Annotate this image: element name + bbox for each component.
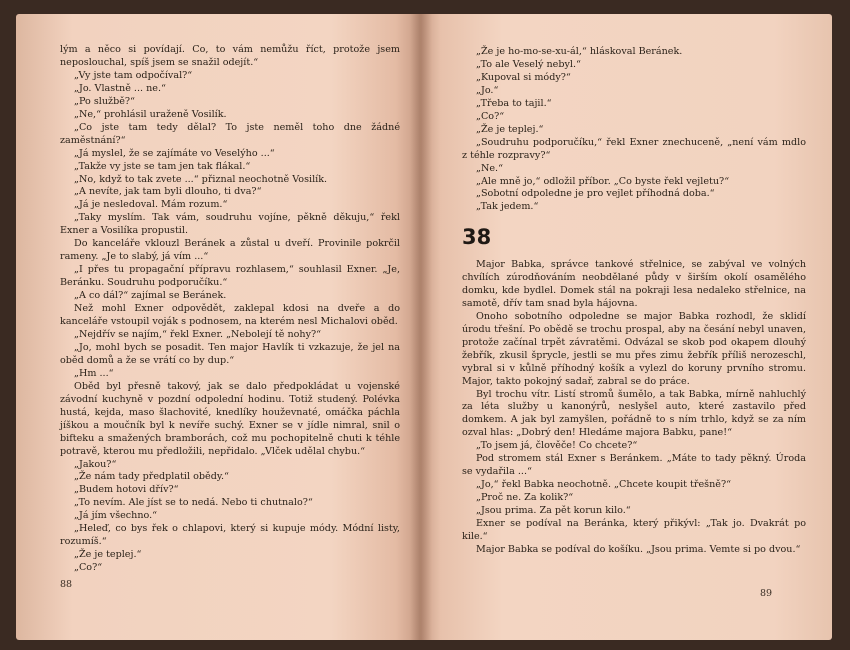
paragraph: „Třeba to tajil.“ (476, 97, 552, 109)
paragraph: „Hm ...“ (74, 367, 114, 379)
paragraph: „Jsou prima. Za pět korun kilo.“ (476, 505, 631, 517)
paragraph: „Heleď, co bys řek o chlapovi, který si kupuje módy. Módní listy, rozumíš.“ (60, 523, 400, 548)
paragraph: Major Babka se podíval do košíku. „Jsou prima. Vemte si po dvou.“ (476, 543, 801, 555)
page-number-right: 89 (760, 588, 773, 599)
paragraph: Do kanceláře vklouzl Beránek a zůstal u dveří. Provinile pokrčil rameny. „Je to slabý, já vím ...“ (60, 238, 400, 263)
paragraph: „Jo.“ (476, 84, 499, 96)
paragraph: „Kupoval si módy?“ (476, 71, 571, 83)
left-page (16, 14, 420, 640)
paragraph: Major Babka, správce tankové střelnice, se zabýval ve volných chvílích zúrodňováním neobdělané půdy v širším okolí osamělého domku, kde bydlel. Domek stál na pokraji lesa nedaleko střelnice, na samotě, dřív tam snad byla hájovna. (462, 259, 806, 309)
paragraph: „Taky myslím. Tak vám, soudruhu vojíne, pěkně děkuju,“ řekl Exner a Vosilíka propustil. (60, 212, 400, 237)
left-page-text (60, 44, 400, 575)
paragraph: „A nevíte, jak tam byli dlouho, ti dva?“ (74, 186, 262, 198)
paragraph: „Ale mně jo,“ odložil příbor. „Co byste řekl vejletu?“ (476, 175, 730, 187)
paragraph: lým a něco si povídají. Co, to vám nemůžu říct, protože jsem neposlouchal, spíš jsem se snažil odejít.“ (60, 44, 400, 68)
paragraph: „Jo,“ řekl Babka neochotně. „Chcete koupit třešně?“ (476, 479, 732, 491)
book-gutter (410, 14, 432, 640)
paragraph: „Ne,“ prohlásil uraženě Vosilík. (74, 108, 227, 120)
paragraph: „Ne.“ (476, 162, 503, 174)
paragraph: Pod stromem stál Exner s Beránkem. „Máte to tady pěkný. Úroda se vydařila ...“ (462, 453, 806, 478)
paragraph: „Co jste tam tedy dělal? To jste neměl toho dne žádné zaměstnání?“ (60, 121, 400, 146)
paragraph: „Po službě?“ (74, 95, 135, 107)
paragraph: „Jo. Vlastně ... ne.“ (74, 82, 166, 94)
right-page (420, 14, 832, 640)
paragraph: „Že je ho-mo-se-xu-ál,“ hláskoval Beránek. (476, 46, 683, 57)
paragraph: „To nevím. Ale jíst se to nedá. Nebo ti chutnalo?“ (74, 497, 313, 509)
paragraph: „Sobotní odpoledne je pro vejlet příhodná doba.“ (476, 188, 715, 200)
paragraph: Než mohl Exner odpovědět, zaklepal kdosi na dveře a do kanceláře vstoupil voják s podnosem, na kterém nesl Michalovi oběd. (60, 303, 400, 328)
paragraph: „Budem hotovi dřív?“ (74, 484, 179, 496)
paragraph: „Jakou?“ (74, 458, 117, 470)
paragraph: „To jsem já, člověče! Co chcete?“ (476, 440, 638, 452)
paragraph: „Že je teplej.“ (74, 549, 142, 561)
paragraph: „Já je nesledoval. Mám rozum.“ (74, 199, 228, 211)
paragraph: „Soudruhu podporučíku,“ řekl Exner znechuceně, „není vám mdlo z téhle rozpravy?“ (462, 136, 806, 161)
paragraph: „No, když to tak zvete ...“ přiznal neochotně Vosilík. (74, 173, 328, 185)
paragraph: „Já jím všechno.“ (74, 510, 158, 522)
paragraph: „Vy jste tam odpočíval?“ (74, 69, 193, 81)
paragraph: „A co dál?“ zajímal se Beránek. (74, 290, 227, 302)
paragraph: „I přes tu propagační přípravu rozhlasem,“ souhlasil Exner. „Je, Beránku. Soudruhu podporučíku.“ (60, 264, 400, 289)
paragraph: „Že nám tady předplatil obědy.“ (74, 471, 229, 483)
paragraph: „Proč ne. Za kolik?“ (476, 492, 574, 504)
paragraph: „Co?“ (74, 562, 103, 574)
page-number-left: 88 (60, 579, 73, 590)
chapter-number: 38 (462, 225, 492, 249)
right-page-text-bottom (462, 259, 806, 557)
paragraph: „Co?“ (476, 110, 505, 122)
paragraph: Oběd byl přesně takový, jak se dalo předpokládat u vojenské závodní kuchyně v pozdní odpolední hodinu. Totiž studený. Polévka hustá, kejda, maso šlachovité, knedlíky houževnaté, omáčka páchla jíškou a moučník byl k nevíře suchý. Exner se v jídle nimral, snil o bifteku a smažených bramborách, což mu pochopitelně chuti k téhle potravě, kterou mu předložili, nepřidalo. „Vlček udělal chybu.“ (60, 380, 400, 457)
right-page-text-top (462, 46, 806, 214)
paragraph: „Nejdřív se najím,“ řekl Exner. „Nebolejí tě nohy?“ (74, 328, 322, 340)
paragraph: Onoho sobotního odpoledne se major Babka rozhodl, že sklidí úrodu třešní. Po obědě se trochu prospal, aby na česání nebyl unaven, protože začínal trpět závratěmi. Odvázal se skob pod okapem dlouhý žebřík, zkusil šprycle, jestli se mu přes zimu žebřík příliš nerozeschl, vybral si v kůlně příhodný košík a vylezl do koruny prvního stromu. Major, takto pokojný sadař, zabral se do práce. (462, 310, 806, 387)
paragraph: „Tak jedem.“ (476, 201, 539, 213)
paragraph: „Jo, mohl bych se posadit. Ten major Havlík ti vzkazuje, že jel na oběd domů a že se vrátí co by dup.“ (60, 341, 400, 366)
paragraph: Exner se podíval na Beránka, který přikývl: „Tak jo. Dvakrát po kile.“ (462, 518, 806, 543)
paragraph: „To ale Veselý nebyl.“ (476, 58, 581, 70)
paragraph: Byl trochu vítr. Listí stromů šumělo, a tak Babka, mírně nahluchlý za léta služby u kanonýrů, neslyšel auto, které zastavilo před domkem. A jak byl zamyšlen, pořádně to s ním trhlo, když se za ním ozval hlas: „Dobrý den! Hledáme majora Babku, pane!“ (462, 388, 806, 439)
paragraph: „Já myslel, že se zajímáte vo Veselýho ...“ (74, 147, 275, 159)
paragraph: „Takže vy jste se tam jen tak flákal.“ (74, 160, 251, 172)
paragraph: „Že je teplej.“ (476, 123, 544, 135)
